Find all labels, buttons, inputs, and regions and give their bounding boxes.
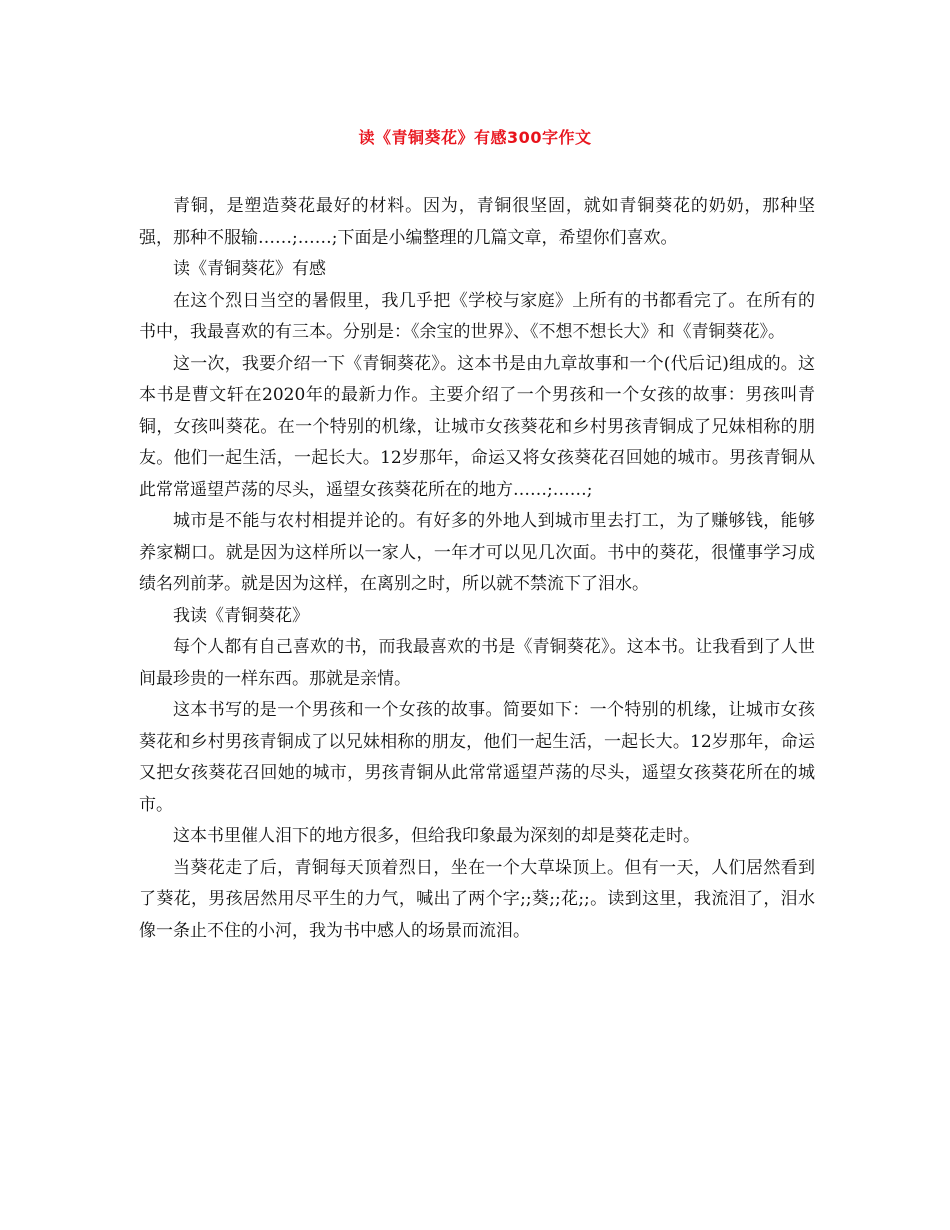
paragraph: 这本书写的是一个男孩和一个女孩的故事。简要如下：一个特别的机缘，让城市女孩葵花和乡村男孩青铜成了以兄妹相称的朋友，他们一起生活，一起长大。12岁那年，命运又把女孩葵花召回她的城市，男孩青铜从此常常遥望芦荡的尽头，遥望女孩葵花所在的城市。: [139, 700, 815, 815]
paragraph: 这一次，我要介绍一下《青铜葵花》。这本书是由九章故事和一个(代后记)组成的。这本书是曹文轩在2020年的最新力作。主要介绍了一个男孩和一个女孩的故事：男孩叫青铜，女孩叫葵花。在一个特别的机缘，让城市女孩葵花和乡村男孩青铜成了兄妹相称的朋友。他们一起生活，一起长大。12岁那年，命运又将女孩葵花召回她的城市。男孩青铜从此常常遥望芦荡的尽头，遥望女孩葵花所在的地方……;……;: [139, 353, 815, 500]
section-heading-1: 读《青铜葵花》有感: [173, 259, 326, 279]
paragraph: 城市是不能与农村相提并论的。有好多的外地人到城市里去打工，为了赚够钱，能够养家糊口。就是因为这样所以一家人，一年才可以见几次面。书中的葵花，很懂事学习成绩名列前茅。就是因为这样，在离别之时，所以就不禁流下了泪水。: [139, 511, 815, 594]
section-heading-2: 我读《青铜葵花》: [173, 605, 309, 626]
paragraph: 这本书里催人泪下的地方很多，但给我印象最为深刻的却是葵花走时。: [173, 826, 700, 846]
paragraph: 当葵花走了后，青铜每天顶着烈日，坐在一个大草垛顶上。但有一天，人们居然看到了葵花，男孩居然用尽平生的力气，喊出了两个字;;葵;;花;;。读到这里，我流泪了，泪水像一条止不住的小河，我为书中感人的场景而流泪。: [139, 857, 815, 941]
paragraph: 每个人都有自己喜欢的书，而我最喜欢的书是《青铜葵花》。这本书。让我看到了人世间最珍贵的一样东西。那就是亲情。: [139, 637, 815, 689]
document-title: 读《青铜葵花》有感300字作文: [358, 128, 592, 147]
document-body: [139, 191, 815, 947]
paragraph: 在这个烈日当空的暑假里，我几乎把《学校与家庭》上所有的书都看完了。在所有的书中，我最喜欢的有三本。分别是：《余宝的世界》、《不想不想长大》和《青铜葵花》。: [139, 290, 815, 342]
paragraph-intro: 青铜，是塑造葵花最好的材料。因为，青铜很坚固，就如青铜葵花的奶奶，那种坚强，那种不服输……;……;下面是小编整理的几篇文章，希望你们喜欢。: [139, 196, 815, 248]
